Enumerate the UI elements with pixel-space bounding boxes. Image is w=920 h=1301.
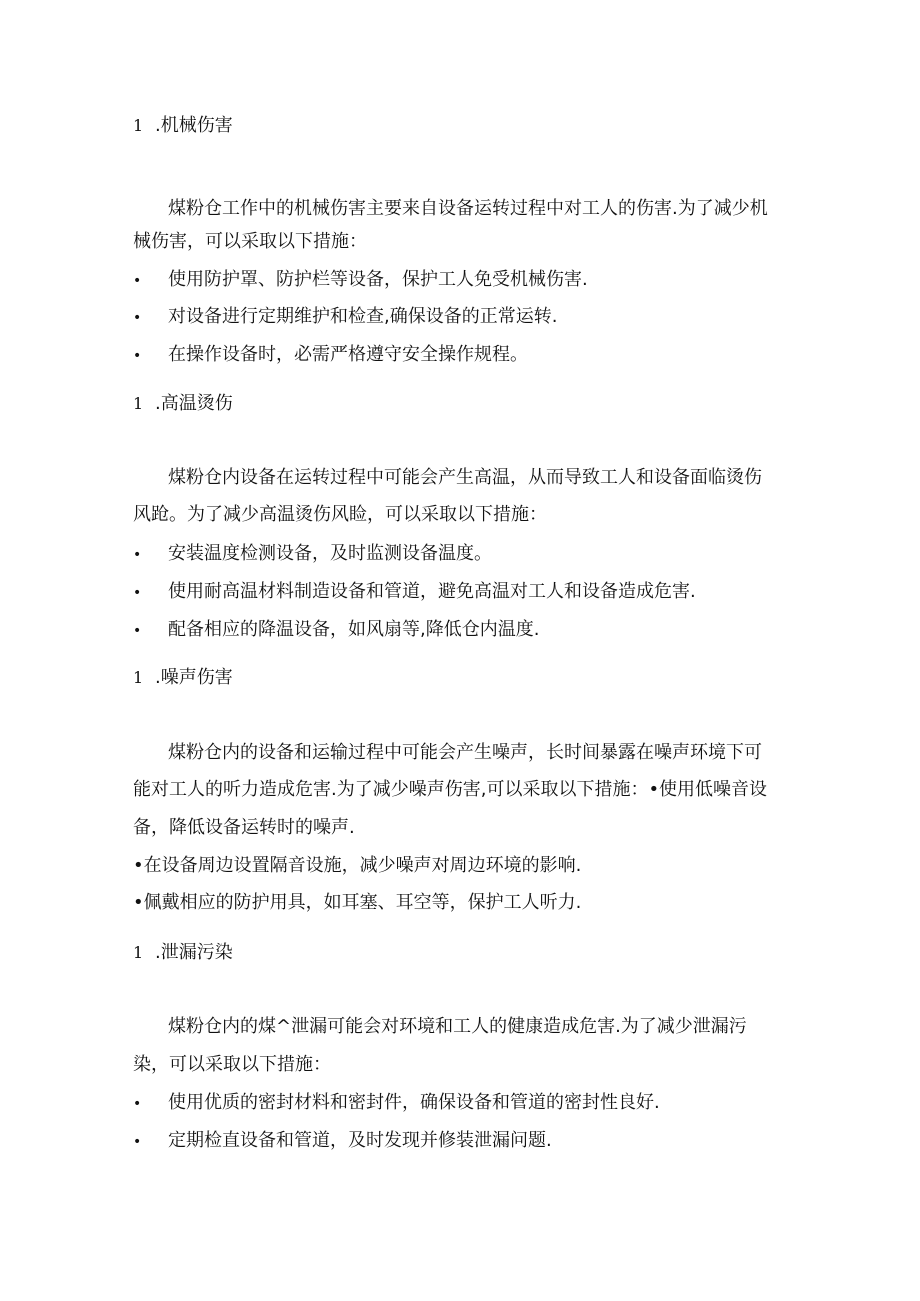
bullet-icon: • bbox=[133, 585, 142, 601]
bullet-icon: • bbox=[133, 1134, 142, 1150]
section-title: .机械伤害 bbox=[155, 115, 233, 136]
bullet-icon: • bbox=[133, 623, 142, 639]
list-item-text: 使用优质的密封材料和密封件，确保设备和管道的密封性良好. bbox=[168, 1092, 660, 1113]
section-number: 1 bbox=[133, 668, 144, 687]
list-item bbox=[133, 618, 539, 643]
bullet-icon: • bbox=[133, 310, 142, 326]
list-item bbox=[133, 580, 696, 605]
list-item bbox=[133, 1129, 552, 1154]
section-heading bbox=[133, 392, 233, 416]
list-item-text: 定期检直设备和管道，及时发现并修装泄漏问题. bbox=[168, 1130, 552, 1151]
paragraph-line: 能对工人的听力造成危害.为了减少噪声伤害,可以采取以下措施：•使用低噪音设 bbox=[133, 779, 768, 800]
list-item-text: 安装温度检测设备，及时监测设备温度。 bbox=[168, 543, 492, 564]
bullet-icon: • bbox=[133, 348, 142, 364]
list-item bbox=[133, 305, 557, 330]
list-item-text: 使用耐高温材料制造设备和管道，避免高温对工人和设备造成危害. bbox=[168, 581, 696, 602]
section-title: .噪声伤害 bbox=[155, 667, 233, 688]
section-heading bbox=[133, 941, 233, 965]
list-item bbox=[133, 1091, 660, 1116]
list-item-text: 对设备进行定期维护和检查,确保设备的正常运转. bbox=[168, 306, 558, 327]
bullet-icon: • bbox=[133, 1096, 142, 1112]
paragraph-line: 煤粉仓工作中的机械伤害主要来自设备运转过程中对工人的伤害.为了减少机 bbox=[168, 198, 768, 219]
paragraph-line: 械伤害，可以采取以下措施： bbox=[133, 231, 367, 252]
section-title: .高温烫伤 bbox=[155, 393, 233, 414]
paragraph-line: 煤粉仓内设备在运转过程中可能会产生高温，从而导致工人和设备面临烫伤 bbox=[168, 467, 762, 488]
paragraph-line: 风跄。为了减少高温烫伤风睑，可以采取以下措施： bbox=[133, 504, 547, 525]
section-number: 1 bbox=[133, 394, 144, 413]
bullet-icon: • bbox=[133, 273, 142, 289]
list-item bbox=[133, 542, 492, 567]
bullet-icon: • bbox=[133, 547, 142, 563]
paragraph-line: 煤粉仓内的煤^泄漏可能会对环境和工人的健康造成危害.为了减少泄漏污 bbox=[168, 1016, 747, 1037]
list-item-text: 在操作设备时，必需严格遵守安全操作规程。 bbox=[168, 344, 528, 365]
section-heading bbox=[133, 666, 233, 690]
paragraph-line: 染，可以采取以下措施： bbox=[133, 1054, 331, 1075]
list-item bbox=[133, 343, 528, 368]
list-item-text: 使用防护罩、防护栏等设备，保护工人免受机械伤害. bbox=[168, 269, 588, 290]
section-title: .泄漏污染 bbox=[155, 942, 233, 963]
list-item: •佩戴相应的防护用具，如耳塞、耳空等，保护工人听力. bbox=[133, 892, 582, 913]
list-item: •在设备周边设置隔音设施，减少噪声对周边环境的影响. bbox=[133, 855, 582, 876]
list-item-text: 配备相应的降温设备，如风扇等,降低仓内温度. bbox=[168, 619, 540, 640]
section-number: 1 bbox=[133, 116, 144, 135]
list-item bbox=[133, 268, 588, 293]
section-number: 1 bbox=[133, 943, 144, 962]
paragraph-line: 煤粉仓内的设备和运输过程中可能会产生噪声，长时间暴露在噪声环境下可 bbox=[168, 742, 762, 763]
section-heading bbox=[133, 114, 233, 138]
paragraph-line: 备，降低设备运转时的噪声. bbox=[133, 817, 355, 838]
